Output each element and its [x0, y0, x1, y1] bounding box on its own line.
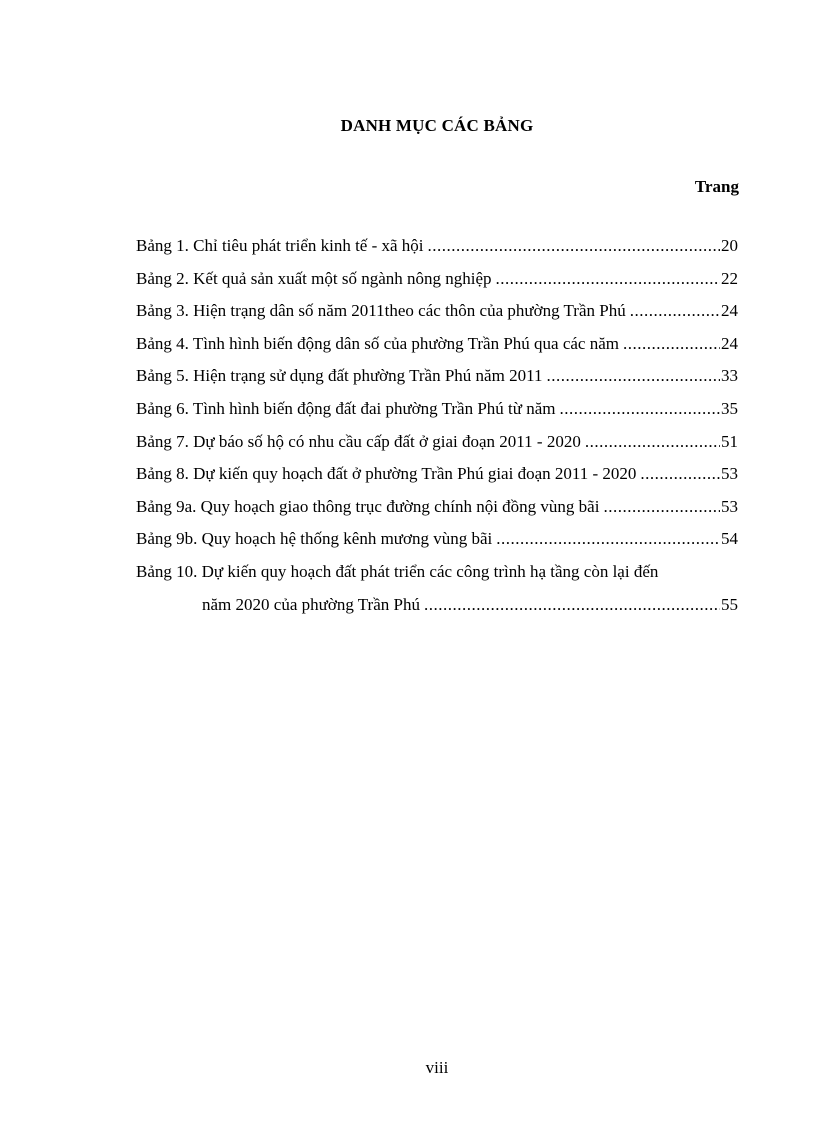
toc-entry-label: Bảng 8. Dự kiến quy hoạch đất ở phường Trần Phú giai đoạn 2011 - 2020 — [136, 464, 637, 484]
toc-entry-label: Bảng 3. Hiện trạng dân số năm 2011theo các thôn của phường Trần Phú — [136, 301, 626, 321]
toc-entry-first-line[interactable] — [136, 562, 738, 595]
toc-entry-label: Bảng 7. Dự báo số hộ có nhu cầu cấp đất ở giai đoạn 2011 - 2020 — [136, 431, 581, 451]
toc-entry-label: Bảng 10. Dự kiến quy hoạch đất phát triển các công trình hạ tầng còn lại đến — [136, 561, 659, 581]
toc-entry-label: Bảng 6. Tình hình biến động đất đai phường Trần Phú từ năm — [136, 398, 556, 418]
toc-entry-page: 51 — [721, 431, 738, 451]
toc-entry-label: Bảng 5. Hiện trạng sử dụng đất phường Trần Phú năm 2011 — [136, 366, 543, 386]
page-title: DANH MỤC CÁC BẢNG — [340, 116, 534, 135]
toc-entry-page: 24 — [721, 333, 738, 353]
toc-entry-page: 55 — [721, 594, 738, 614]
toc-entry-page: 20 — [721, 236, 738, 255]
toc-entry-page: 33 — [721, 366, 738, 386]
toc-entry[interactable] — [136, 529, 738, 562]
dot-leader — [603, 497, 720, 517]
toc-entry[interactable] — [136, 269, 738, 302]
toc-entry[interactable] — [136, 432, 738, 465]
dot-leader — [546, 366, 720, 386]
toc-entry[interactable] — [136, 399, 738, 432]
toc-entry[interactable] — [136, 236, 738, 269]
toc-entry-continuation[interactable] — [136, 595, 738, 628]
toc-entry-page: 24 — [721, 301, 738, 321]
dot-leader — [496, 269, 720, 289]
toc-entry[interactable] — [136, 301, 738, 334]
toc-entry-label: Bảng 1. Chỉ tiêu phát triển kinh tế - xã hội — [136, 236, 424, 255]
dot-leader — [585, 432, 720, 452]
toc-entry[interactable] — [136, 464, 738, 497]
toc-entry-page: 53 — [721, 496, 738, 516]
toc-entry-label-continued: năm 2020 của phường Trần Phú — [202, 594, 420, 614]
toc-entry-label: Bảng 2. Kết quả sản xuất một số ngành nông nghiệp — [136, 268, 492, 288]
page-number-footer: viii — [425, 1058, 449, 1077]
table-of-contents — [136, 236, 738, 627]
toc-entry-page: 54 — [721, 529, 738, 549]
toc-entry-label: Bảng 9b. Quy hoạch hệ thống kênh mương vùng bãi — [136, 529, 493, 549]
page-column-heading: Trang — [694, 177, 739, 196]
toc-entry-page: 53 — [721, 464, 738, 484]
toc-entry-page: 35 — [721, 398, 738, 418]
toc-entry-page: 22 — [721, 268, 738, 288]
toc-entry[interactable] — [136, 366, 738, 399]
toc-entry[interactable] — [136, 497, 738, 530]
dot-leader — [630, 301, 720, 321]
toc-entry-label: Bảng 4. Tình hình biến động dân số của phường Trần Phú qua các năm — [136, 333, 619, 353]
dot-leader — [640, 464, 720, 484]
dot-leader — [496, 529, 720, 549]
dot-leader — [428, 236, 720, 256]
dot-leader — [623, 334, 720, 354]
dot-leader — [424, 595, 720, 615]
dot-leader — [560, 399, 720, 419]
toc-entry[interactable] — [136, 334, 738, 367]
toc-entry-label: Bảng 9a. Quy hoạch giao thông trục đường chính nội đồng vùng bãi — [136, 496, 600, 516]
